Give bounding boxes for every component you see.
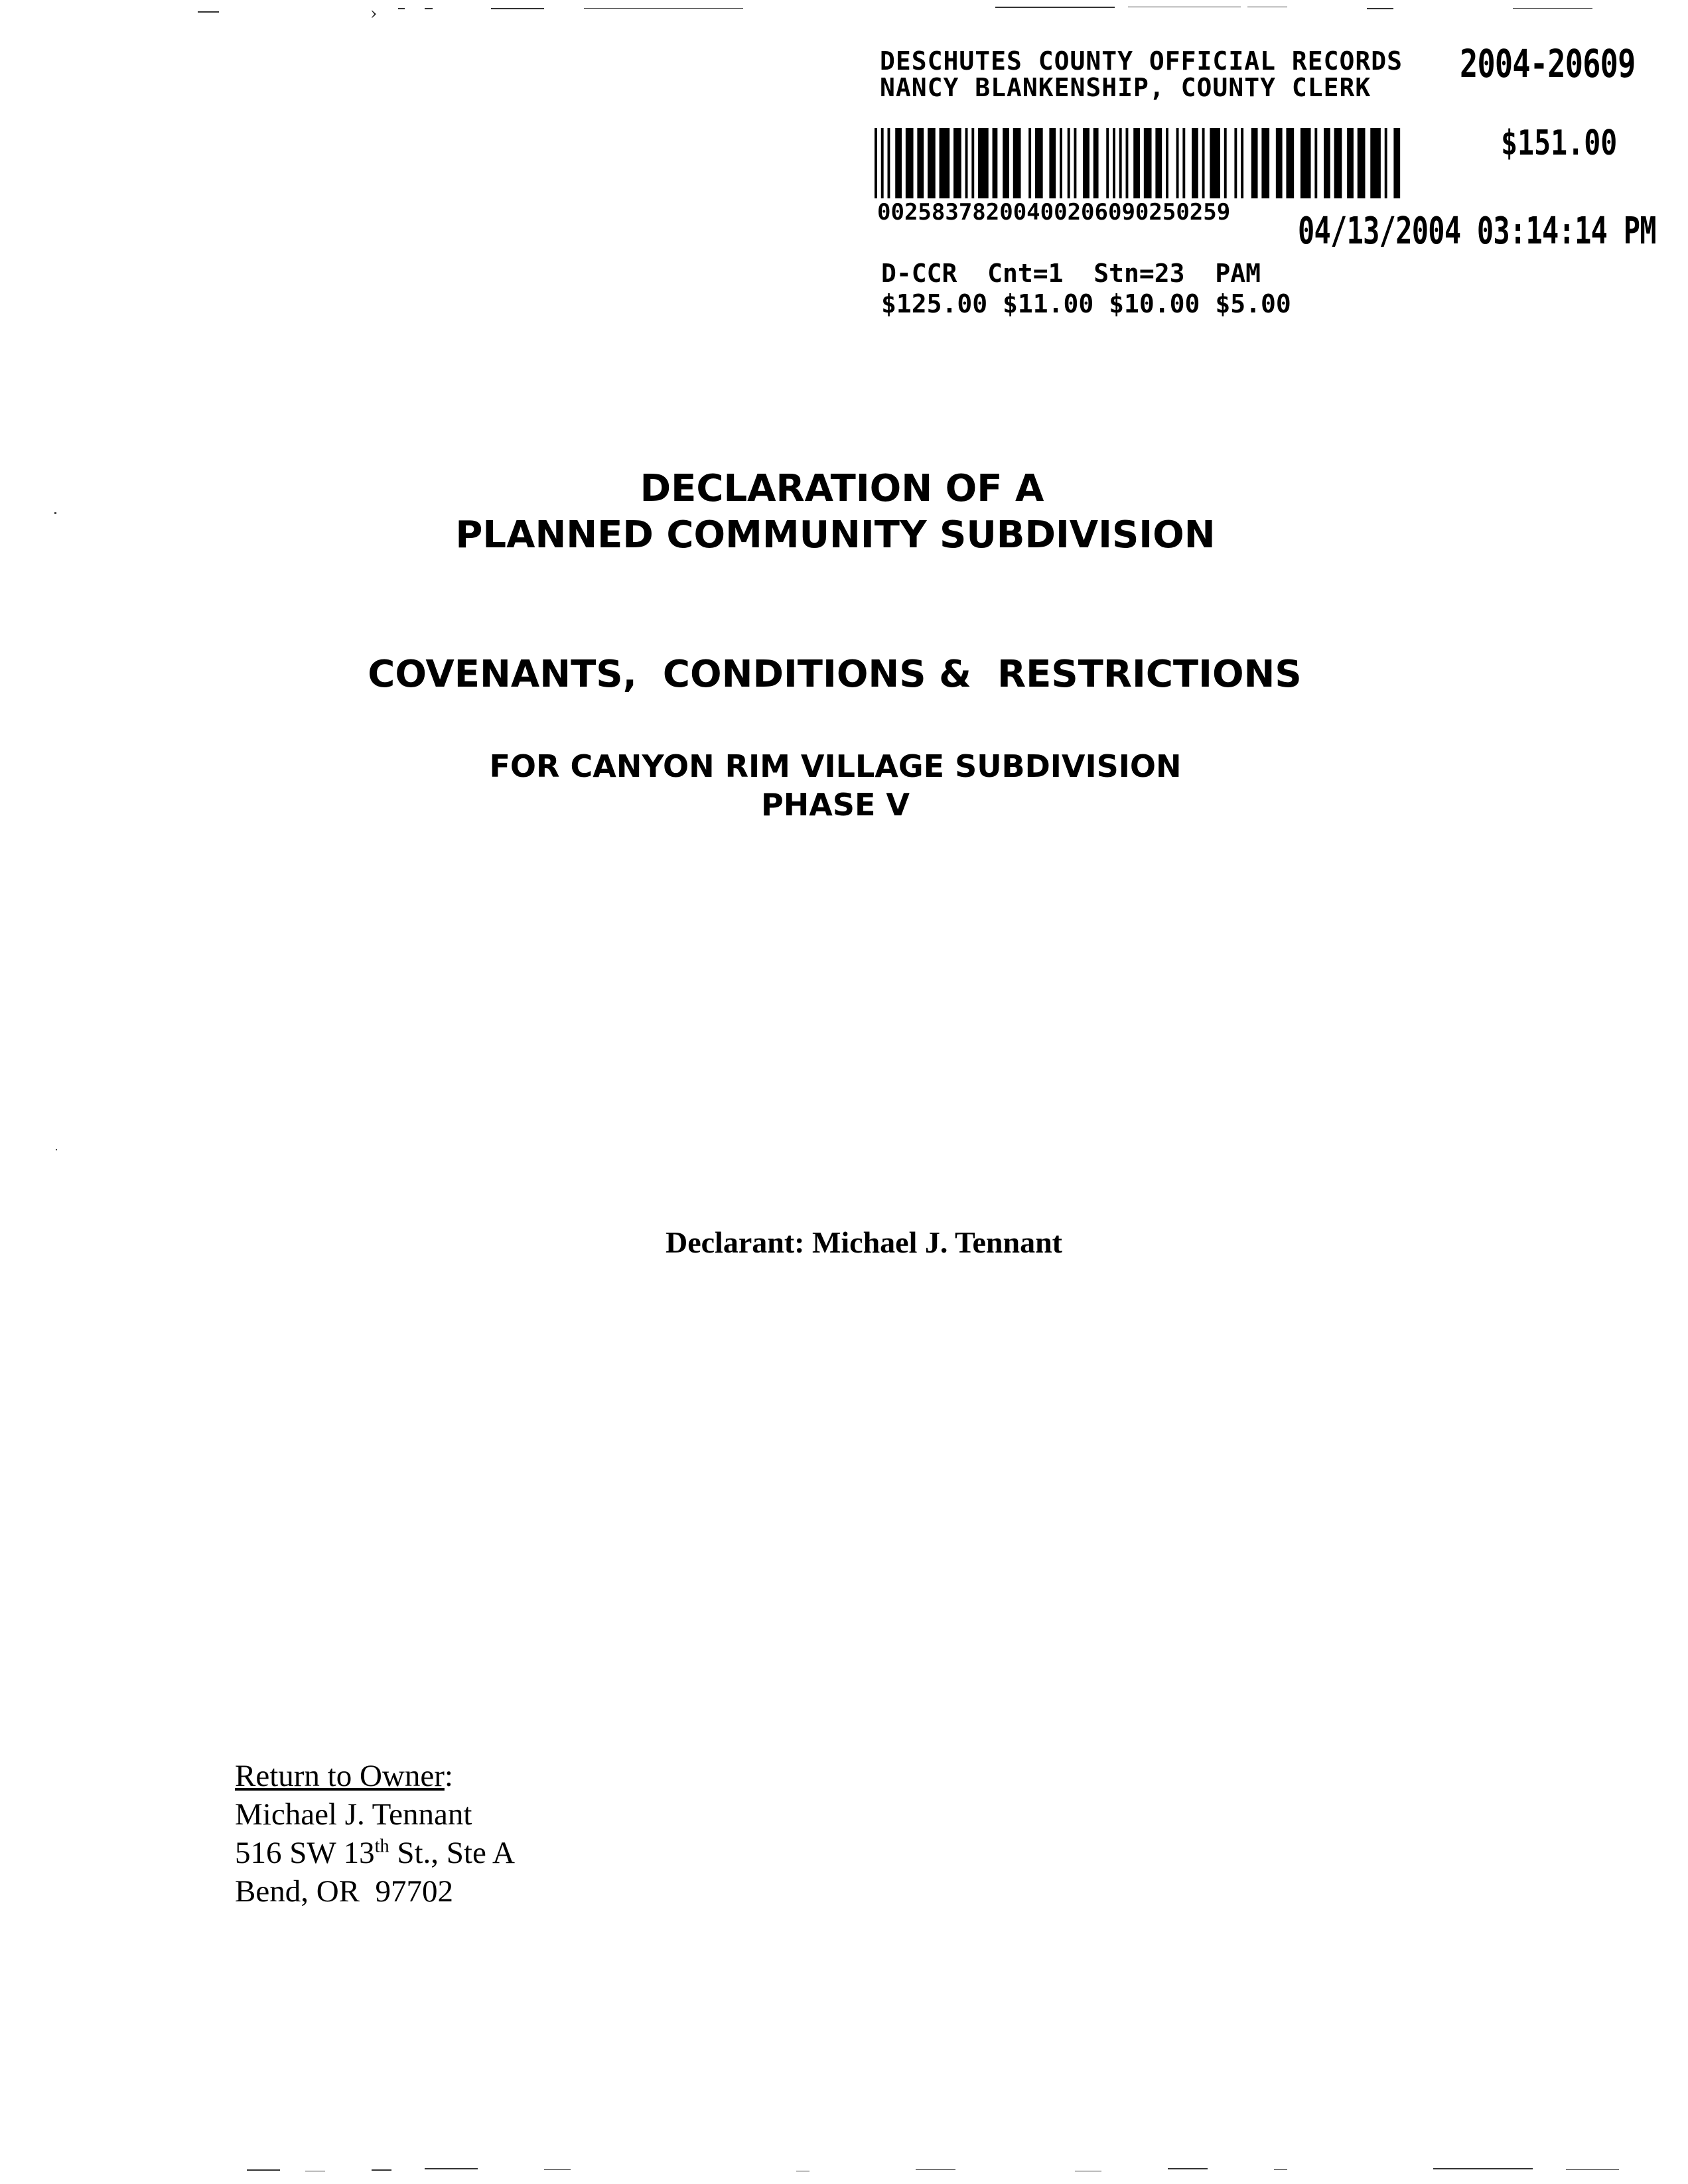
return-address-ordinal: th	[374, 1836, 389, 1857]
return-address-rest: St., Ste A	[389, 1836, 515, 1870]
title-line-5: PHASE V	[761, 787, 910, 823]
barcode-bar	[1093, 128, 1099, 198]
barcode-bar	[917, 128, 924, 198]
scan-artifact-line	[995, 7, 1115, 8]
barcode-bar	[1013, 128, 1021, 198]
barcode-bar	[978, 128, 989, 198]
barcode-bar	[1035, 128, 1043, 198]
title-line-1: DECLARATION OF A	[640, 467, 1044, 510]
title-line-2: PLANNED COMMUNITY SUBDIVISION	[455, 513, 1216, 557]
return-address-number: 516 SW 13	[235, 1836, 375, 1870]
barcode-bar	[1133, 128, 1140, 198]
scan-artifact-line	[544, 2169, 571, 2170]
barcode-bar	[881, 128, 884, 198]
barcode-bar	[993, 128, 998, 198]
barcode-bar	[1314, 128, 1317, 198]
recording-date-time: 04/13/2004 03:14:14 PM	[1298, 210, 1656, 253]
barcode-bar	[1202, 128, 1205, 198]
barcode	[875, 128, 1404, 198]
barcode-bar	[971, 128, 974, 198]
barcode-bar	[1144, 128, 1152, 198]
return-heading	[235, 1757, 515, 1795]
barcode-bar	[1324, 128, 1330, 198]
barcode-bar	[940, 128, 950, 198]
barcode-bar	[1347, 128, 1354, 198]
barcode-bar	[895, 128, 902, 198]
barcode-bar	[1028, 128, 1031, 198]
barcode-bar	[1003, 128, 1009, 198]
scan-artifact-line	[584, 8, 743, 9]
barcode-bar	[888, 128, 890, 198]
barcode-bar	[1385, 128, 1387, 198]
barcode-bar	[1166, 128, 1168, 198]
barcode-bar	[1210, 128, 1220, 198]
barcode-bar	[906, 128, 914, 198]
barcode-bar	[1176, 128, 1179, 198]
recording-fees: $125.00 $11.00 $10.00 $5.00	[881, 289, 1291, 318]
barcode-bar	[1334, 128, 1342, 198]
scan-artifact-line	[247, 2169, 280, 2171]
barcode-bar	[1155, 128, 1162, 198]
barcode-bar	[1234, 128, 1237, 198]
barcode-bar	[1192, 128, 1198, 198]
barcode-bar	[928, 128, 936, 198]
return-city-state-zip: Bend, OR 97702	[235, 1874, 453, 1909]
barcode-bar	[1286, 128, 1294, 198]
scan-artifact-line	[372, 2169, 391, 2171]
barcode-bar	[1241, 128, 1243, 198]
scan-artifact-line	[1274, 2169, 1287, 2170]
barcode-bar	[1182, 128, 1185, 198]
barcode-bar	[1068, 128, 1070, 198]
return-name: Michael J. Tennant	[235, 1797, 472, 1832]
scan-artifact-line	[1513, 8, 1592, 9]
scan-artifact-line	[1566, 2169, 1619, 2170]
document-number: 2004-20609	[1460, 41, 1636, 86]
barcode-bar	[1301, 128, 1311, 198]
scan-artifact-line	[398, 8, 405, 9]
barcode-bar	[1276, 128, 1283, 198]
title-line-4: FOR CANYON RIM VILLAGE SUBDIVISION	[489, 748, 1182, 784]
return-address-block	[235, 1757, 515, 1911]
barcode-bar	[875, 128, 877, 198]
barcode-bar	[1083, 128, 1090, 198]
scan-artifact-line	[1168, 2168, 1208, 2169]
barcode-bar	[1074, 128, 1076, 198]
return-address	[235, 1834, 515, 1872]
barcode-bar	[1126, 128, 1129, 198]
stamp-office: DESCHUTES COUNTY OFFICIAL RECORDS	[880, 46, 1403, 76]
barcode-bar	[1261, 128, 1269, 198]
scan-artifact-mark: ›	[370, 4, 378, 24]
barcode-bar	[1393, 128, 1400, 198]
barcode-bar	[1106, 128, 1109, 198]
scan-artifact-line	[491, 8, 544, 9]
scan-artifact-line	[198, 11, 219, 13]
barcode-bar	[1049, 128, 1056, 198]
barcode-bar	[1119, 128, 1122, 198]
scan-artifact-line	[1433, 2168, 1533, 2169]
barcode-bar	[1370, 128, 1381, 198]
scan-artifact-dot	[56, 1149, 57, 1150]
recording-codes: D-CCR Cnt=1 Stn=23 PAM	[881, 259, 1261, 288]
stamp-clerk: NANCY BLANKENSHIP, COUNTY CLERK	[880, 73, 1372, 102]
barcode-bar	[1358, 128, 1366, 198]
barcode-bar	[953, 128, 961, 198]
declarant-line: Declarant: Michael J. Tennant	[666, 1225, 1062, 1259]
scan-artifact-line	[425, 2168, 478, 2169]
scan-artifact-line	[1367, 8, 1393, 9]
barcode-bar	[1060, 128, 1062, 198]
return-heading-colon: :	[444, 1759, 453, 1793]
scan-artifact-line	[916, 2169, 955, 2170]
barcode-number: 00258378200400206090250259	[877, 199, 1231, 226]
scan-artifact-line	[425, 8, 433, 9]
title-line-3: COVENANTS, CONDITIONS & RESTRICTIONS	[368, 653, 1302, 696]
total-fee: $151.00	[1501, 123, 1618, 163]
barcode-bar	[1224, 128, 1227, 198]
barcode-bar	[1251, 128, 1258, 198]
barcode-bar	[965, 128, 968, 198]
return-heading-text: Return to Owner	[235, 1759, 445, 1793]
barcode-bar	[1113, 128, 1115, 198]
